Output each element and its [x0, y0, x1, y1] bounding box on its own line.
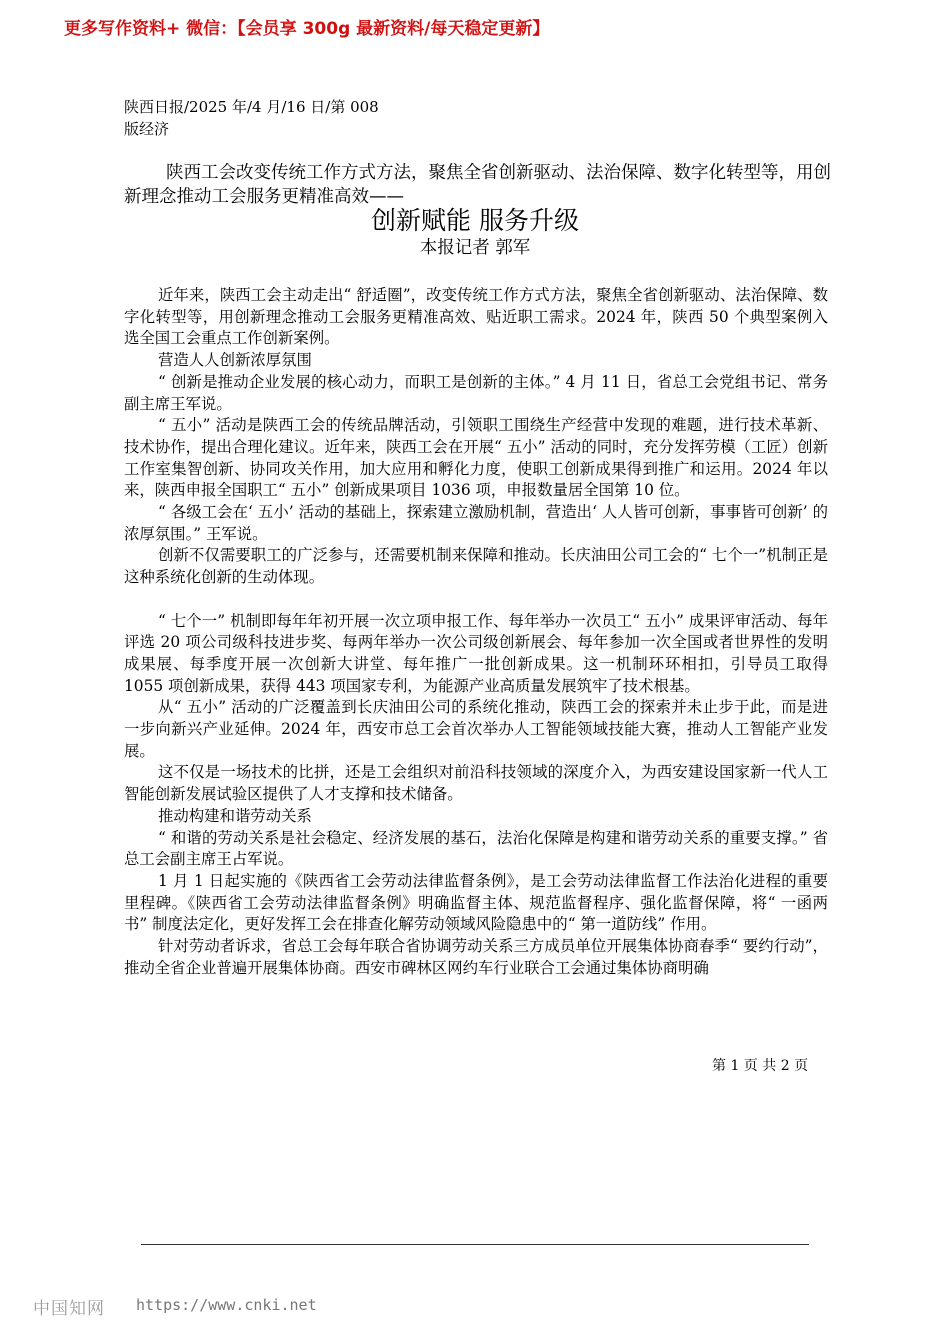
paragraph: 这不仅是一场技术的比拼，还是工会组织对前沿科技领域的深度介入，为西安建设国家新一代人工智能创新发展试验区提供了人才支撑和技术储备。 [124, 763, 828, 804]
paragraph: 针对劳动者诉求，省总工会每年联合省协调劳动关系三方成员单位开展集体协商春季“ 要约行动”，推动全省企业普遍开展集体协商。西安市碑林区网约车行业联合工会通过集体协商明确 [124, 937, 828, 977]
footer-divider [141, 1244, 809, 1245]
paragraph: 1 月 1 日起实施的《陕西省工会劳动法律监督条例》，是工会劳动法律监督工作法治化进程的重要里程碑。《陕西省工会劳动法律监督条例》明确监督主体、规范监督程序、强化监督保障，将“ 一函两书” 制度法定化，更好发挥工会在排查化解劳动领域风险隐患中的“ 第一道防线” 作用。 [124, 871, 828, 934]
paragraph: “ 和谐的劳动关系是社会稳定、经济发展的基石，法治化保障是构建和谐劳动关系的重要支撑。” 省总工会副主席王占军说。 [124, 828, 828, 869]
section-heading: 推动构建和谐劳动关系 [158, 806, 312, 825]
article-body [124, 285, 828, 979]
paragraph: “ 创新是推动企业发展的核心动力，而职工是创新的主体。” 4 月 11 日，省总工会党组书记、常务副主席王军说。 [124, 372, 828, 413]
paragraph: 创新不仅需要职工的广泛参与，还需要机制来保障和推动。长庆油田公司工会的“ 七个一”机制正是这种系统化创新的生动体现。 [124, 546, 828, 587]
promo-banner: 更多写作资料+ 微信：【会员享 300g 最新资料/每天稳定更新】 [64, 19, 550, 39]
lead-title: 陕西工会改变传统工作方式方法，聚焦全省创新驱动、法治保障、数字化转型等，用创新理念推动工会服务更精准高效—— [124, 163, 831, 207]
paragraph: “ 七个一” 机制即每年年初开展一次立项申报工作、每年举办一次员工“ 五小” 成果评审活动、每年评选 20 项公司级科技进步奖、每两年举办一次公司级创新展会、每年参加一次全国或者世界性的发明成果展、每季度开展一次创新大讲堂、每年推广一批创新成果。这一机制环环相扣，引导员工取得 1055 项创新成果，获得 443 项国家专利，为能源产业高质量发展筑牢了技术根基。 [124, 611, 828, 695]
source-line: 陕西日报/2025 年/4 月/16 日/第 008 版经济 [124, 98, 379, 138]
cnki-logo: 中国知网 [33, 1299, 105, 1319]
paragraph: “ 五小” 活动是陕西工会的传统品牌活动，引领职工围绕生产经营中发现的难题，进行技术革新、技术协作，提出合理化建议。近年来，陕西工会在开展“ 五小” 活动的同时，充分发挥劳模（工匠）创新工作室集智创新、协同攻关作用，加大应用和孵化力度，使职工创新成果得到推广和运用。2024 年以来，陕西申报全国职工“ 五小” 创新成果项目 1036 项，申报数量居全国第 10 位。 [124, 416, 828, 500]
paragraph: 从“ 五小” 活动的广泛覆盖到长庆油田公司的系统化推动，陕西工会的探索并未止步于此，而是进一步向新兴产业延伸。2024 年，西安市总工会首次举办人工智能领域技能大赛，推动人工智能产业发展。 [124, 698, 828, 760]
byline: 本报记者 郭军 [419, 238, 531, 258]
headline: 创新赋能 服务升级 [371, 206, 579, 235]
paragraph: 近年来，陕西工会主动走出“ 舒适圈”，改变传统工作方式方法，聚焦全省创新驱动、法治保障、数字化转型等，用创新理念推动工会服务更精准高效、贴近职工需求。2024 年，陕西 50 个典型案例入选全国工会重点工作创新案例。 [124, 286, 828, 348]
page-number: 第 1 页 共 2 页 [712, 1058, 809, 1074]
paragraph: “ 各级工会在‘ 五小’ 活动的基础上，探索建立激励机制，营造出‘ 人人皆可创新，事事皆可创新’ 的浓厚氛围。” 王军说。 [124, 503, 828, 543]
section-heading: 营造人人创新浓厚氛围 [158, 351, 312, 370]
cnki-url-link[interactable]: https://www.cnki.net [136, 1296, 317, 1314]
